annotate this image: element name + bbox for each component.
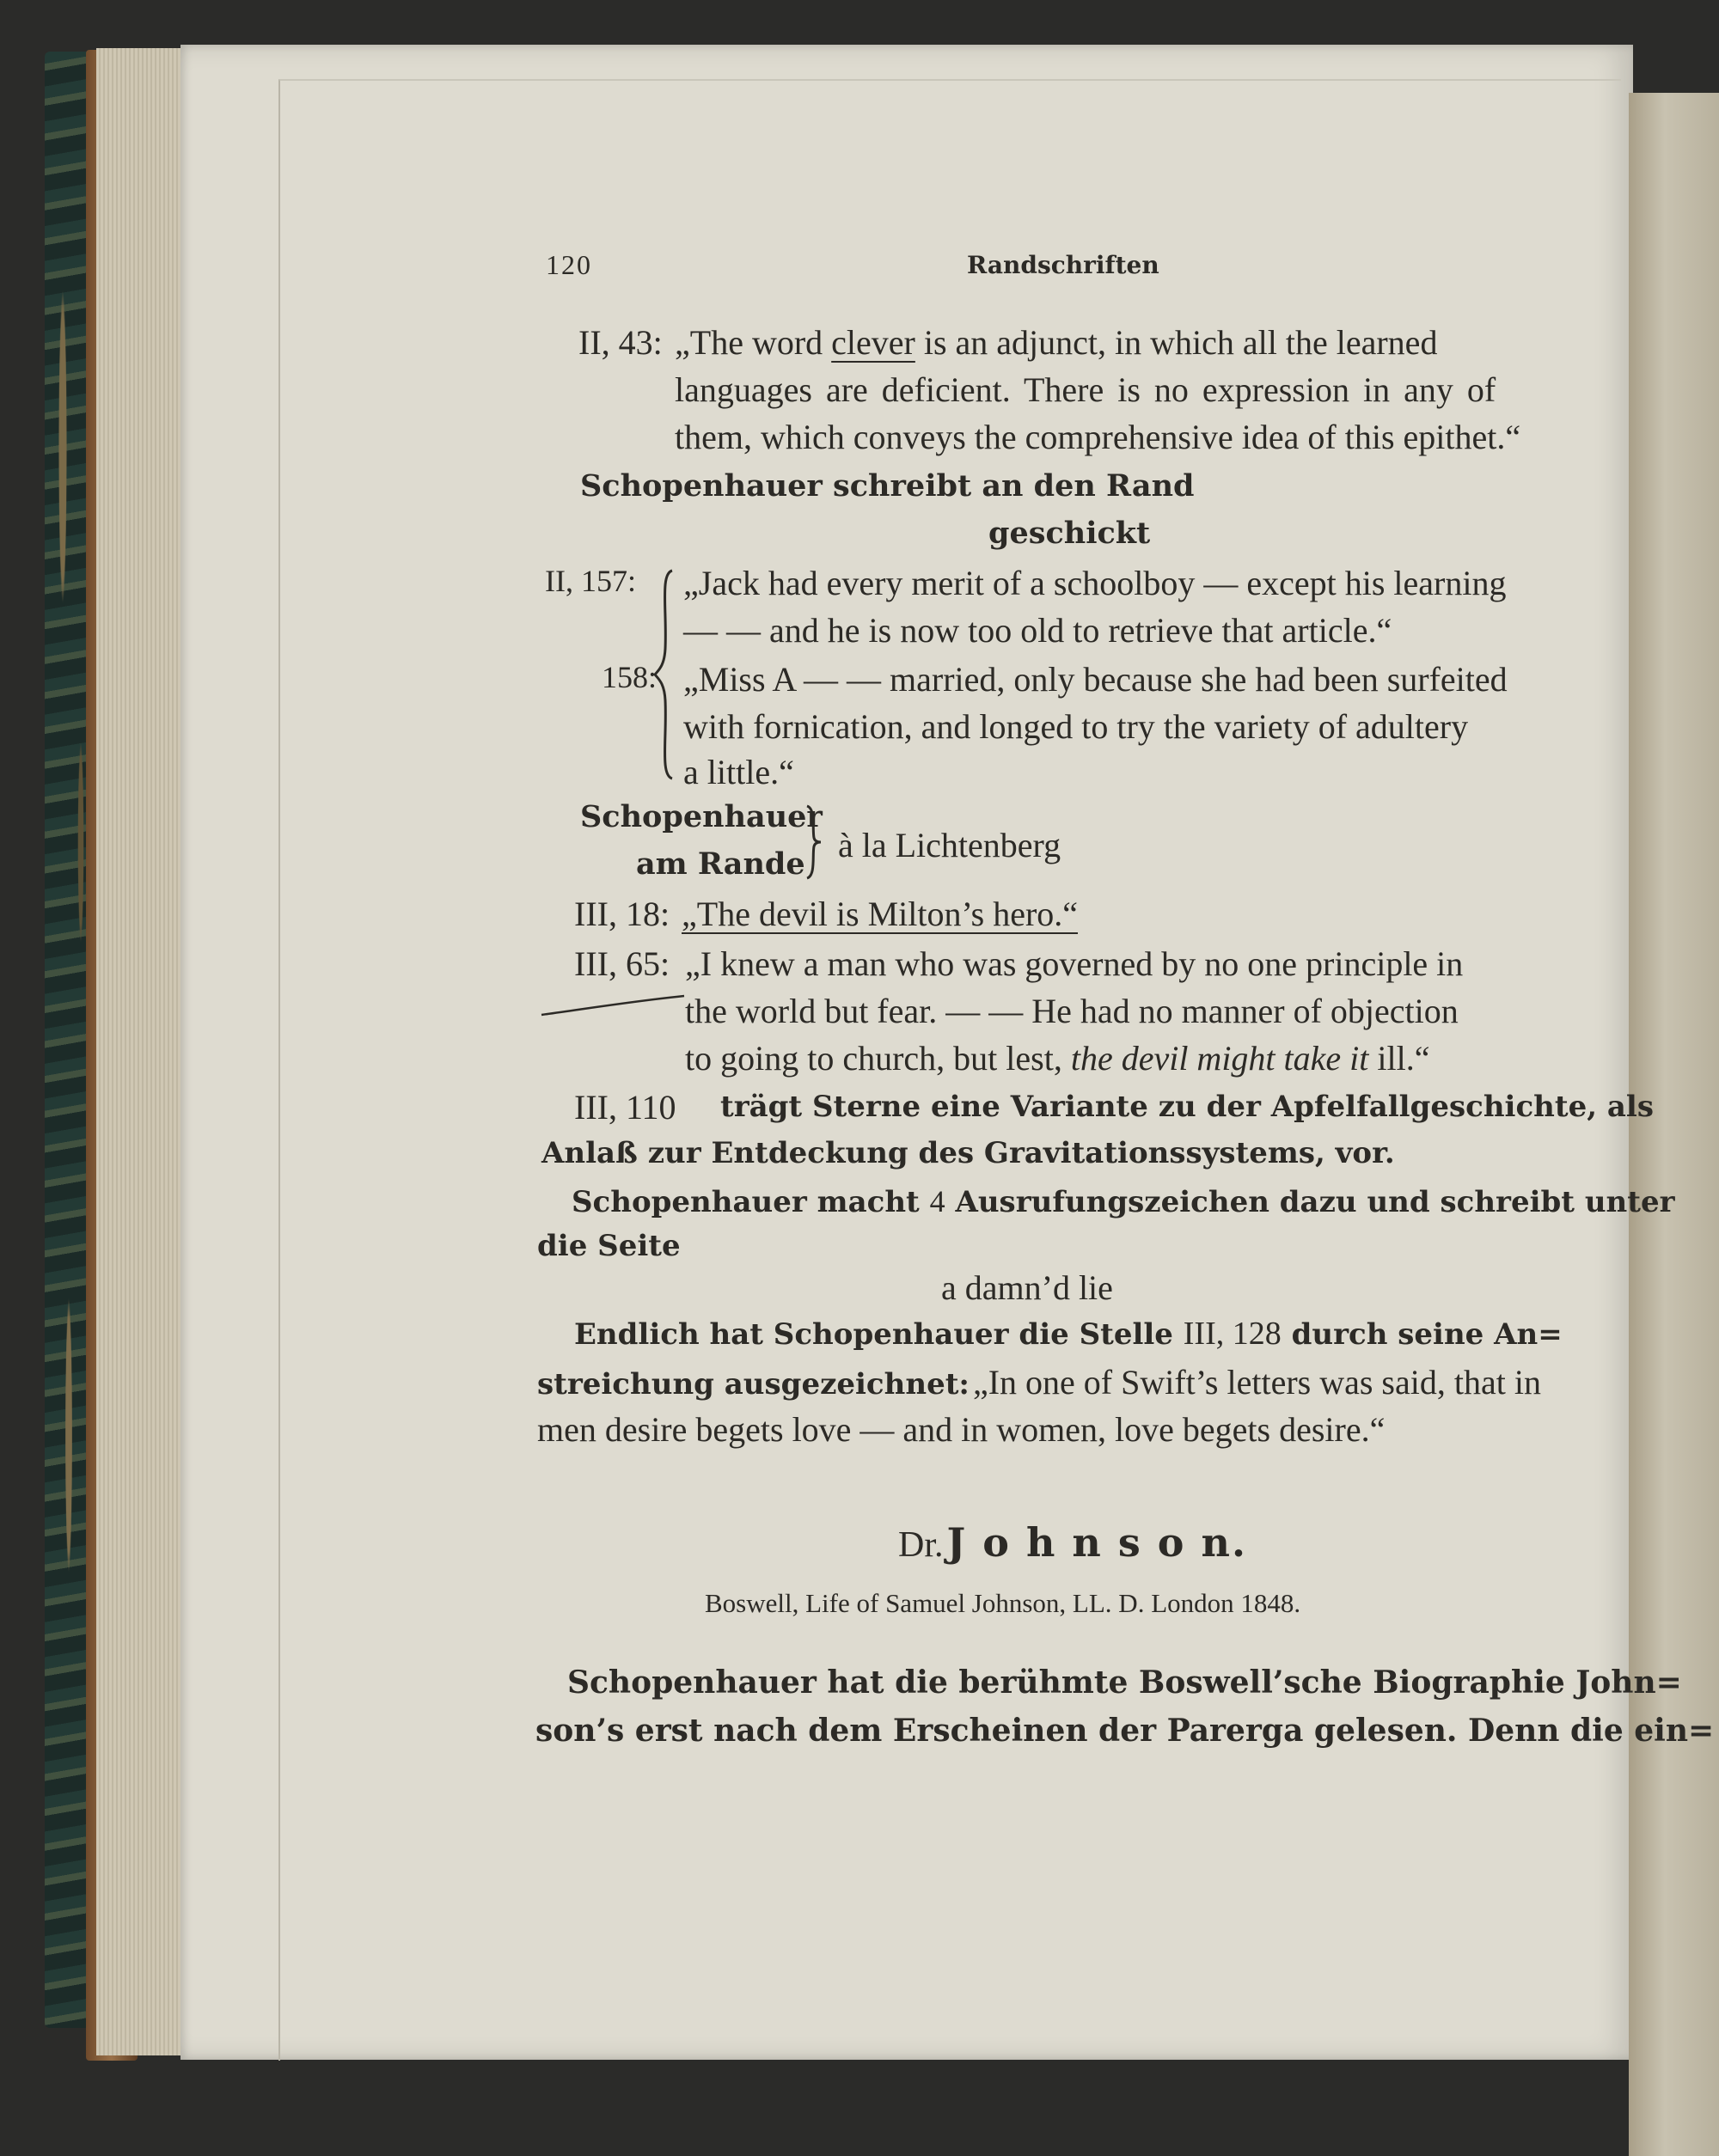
- commentary-text: Ausrufungszeichen dazu und schreibt unter: [955, 1185, 1675, 1219]
- quote-text: is an adjunct, in which all the learned: [915, 323, 1438, 362]
- commentary-line: trägt Sterne eine Variante zu der Apfelfallgeschichte, als: [720, 1090, 1654, 1124]
- commentary-text: Endlich hat Schopenhauer die Stelle: [574, 1317, 1173, 1352]
- quote-line: languages are deficient. There is no expression in any of: [675, 370, 1496, 409]
- quote-text: ill.“: [1368, 1039, 1430, 1078]
- quote-line: [675, 322, 1437, 363]
- reference-ii-157: II, 157:: [545, 564, 636, 598]
- title-name: J o h n s o n.: [946, 1519, 1247, 1566]
- commentary-line: [572, 1183, 1675, 1219]
- right-brace: [804, 803, 824, 881]
- reference-158: 158:: [602, 660, 658, 694]
- quote-line: [685, 1038, 1429, 1078]
- section-subtitle: Boswell, Life of Samuel Johnson, LL. D. London 1848.: [705, 1588, 1301, 1618]
- quote-line: a little.“: [683, 753, 794, 791]
- commentary-text: durch seine An=: [1291, 1317, 1563, 1352]
- reference-ii-43: II, 43:: [578, 323, 663, 362]
- commentary-line: Anlaß zur Entdeckung des Gravitationssystems, vor.: [541, 1136, 1395, 1170]
- commentary-line: am Rande: [636, 846, 805, 882]
- quote-line: with fornication, and longed to try the variety of adultery: [683, 707, 1469, 746]
- quote-line: them, which conveys the comprehensive idea of this epithet.“: [675, 418, 1521, 456]
- reference-iii-65: III, 65:: [574, 944, 670, 983]
- commentary-line: Schopenhauer: [580, 799, 823, 834]
- reference-iii-110: III, 110: [574, 1088, 676, 1127]
- commentary-text: streichung ausgezeichnet:: [537, 1367, 970, 1402]
- underlined-word: clever: [831, 323, 915, 362]
- marginal-note: à la Lichtenberg: [838, 826, 1061, 864]
- quote-line: — — and he is now too old to retrieve that article.“: [683, 611, 1392, 650]
- quote-line: the world but fear. — — He had no manner of objection: [685, 992, 1459, 1030]
- body-line: Schopenhauer hat die berühmte Boswell’sche Biographie John=: [567, 1664, 1682, 1701]
- title-prefix: Dr.: [898, 1525, 944, 1565]
- commentary-text: Schopenhauer macht: [572, 1185, 920, 1219]
- body-line: son’s erst nach dem Erscheinen der Parerga gelesen. Denn die ein=: [535, 1713, 1715, 1749]
- marginal-stroke: [540, 992, 686, 1018]
- right-page-edge: [1629, 93, 1719, 2156]
- section-title: [898, 1519, 1247, 1566]
- mixed-line: [537, 1362, 1541, 1402]
- reference-iii-128: III, 128: [1183, 1316, 1282, 1352]
- italic-text: the devil might take it: [1070, 1039, 1369, 1078]
- quote-text: to going to church, but lest,: [685, 1039, 1071, 1078]
- reference-iii-18: III, 18:: [574, 895, 670, 933]
- page-number: 120: [546, 249, 592, 280]
- page-stack-edge: [96, 48, 191, 2055]
- quote-text: „The word: [675, 323, 832, 362]
- commentary-line: [574, 1315, 1563, 1353]
- running-title: Randschriften: [967, 251, 1159, 279]
- quote-line: men desire begets love — and in women, love begets desire.“: [537, 1410, 1386, 1449]
- quote-line: „Miss A — — married, only because she had been surfeited: [683, 660, 1508, 699]
- commentary-line: Schopenhauer schreibt an den Rand: [580, 468, 1195, 504]
- marginal-note: a damn’d lie: [941, 1268, 1113, 1307]
- quote-text: „In one of Swift’s letters was said, that in: [972, 1363, 1541, 1402]
- marginal-note: geschickt: [988, 516, 1151, 551]
- quote-line: „I knew a man who was governed by no one principle in: [685, 944, 1464, 983]
- underlined-quote: „The devil is Milton’s hero.“: [682, 895, 1079, 933]
- left-brace: [653, 567, 679, 782]
- commentary-line: die Seite: [537, 1229, 681, 1263]
- quote-line: „Jack had every merit of a schoolboy — except his learning: [683, 564, 1507, 602]
- count-number: 4: [929, 1184, 945, 1218]
